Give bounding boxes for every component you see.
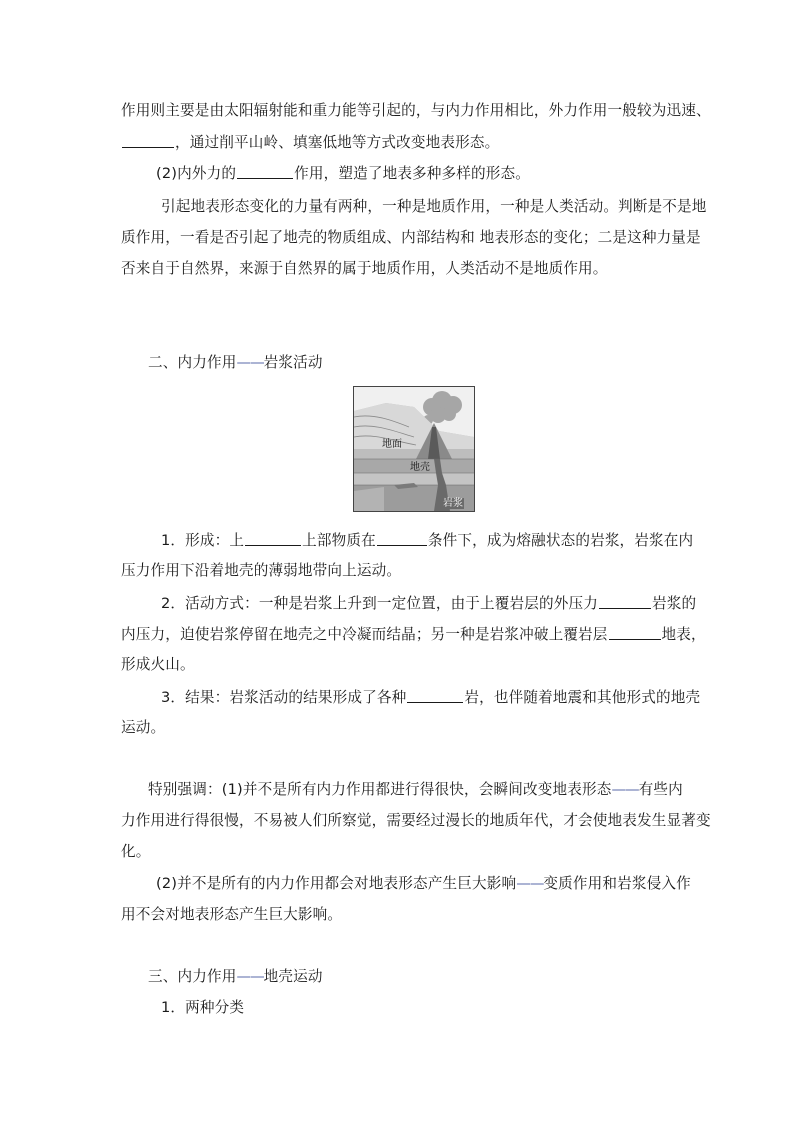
paragraph-line: [121, 259, 681, 279]
answer-blank[interactable]: [609, 624, 661, 640]
dash: ——: [236, 354, 264, 371]
dash: ——: [516, 875, 544, 892]
text: 变质作用和岩浆侵入作: [543, 875, 691, 892]
text: 运动。: [121, 719, 166, 736]
answer-blank[interactable]: [237, 163, 293, 179]
paragraph-line: [121, 101, 711, 121]
figure-label-crust: 地壳: [410, 462, 430, 473]
note-line: [121, 905, 681, 925]
text: 岩浆活动: [263, 354, 323, 371]
figure-label-magma: 岩浆: [443, 498, 463, 509]
magma-activity-figure: [353, 386, 475, 512]
text: 化。: [121, 843, 151, 860]
text: 压力作用下沿着地壳的薄弱地带向上运动。: [121, 562, 402, 579]
text: (2)并不是所有的内力作用都会对地表形态产生巨大影响: [156, 875, 517, 892]
text: 作用，塑造了地表多种多样的形态。: [294, 165, 531, 182]
list-item: [161, 687, 721, 708]
text: 否来自于自然界，来源于自然界的属于地质作用，人类活动不是地质作用。: [121, 260, 608, 277]
text: 1．形成：上: [161, 532, 245, 549]
text: 力作用进行得很慢，不易被人们所察觉，需要经过漫长的地质年代，才会使地表发生显著变: [121, 812, 711, 829]
text: 地壳运动: [263, 968, 323, 985]
paragraph-line: [161, 197, 721, 217]
list-item: [161, 998, 721, 1018]
answer-blank[interactable]: [245, 530, 301, 546]
note-line: [148, 780, 708, 800]
list-item-line: [121, 655, 681, 675]
figure-label-surface: 地面: [382, 439, 402, 450]
note-line: [156, 874, 716, 894]
list-item: [161, 530, 721, 551]
text: 质作用，一看是否引起了地壳的物质组成、内部结构和 地表形态的变化；二是这种力量是: [121, 229, 701, 246]
text: 1．两种分类: [161, 999, 245, 1016]
paragraph-line: [121, 228, 701, 248]
list-item-line: [121, 624, 706, 645]
text: 岩，也伴随着地震和其他形式的地壳: [464, 689, 701, 706]
text: 3．结果：岩浆活动的结果形成了各种: [161, 689, 407, 706]
list-item-line: [121, 561, 681, 581]
text: 2．活动方式：一种是岩浆上升到一定位置，由于上覆岩层的外压力: [161, 595, 599, 612]
text: ，通过削平山岭、填塞低地等方式改变地表形态。: [175, 134, 500, 151]
section-heading: [148, 353, 708, 373]
answer-blank[interactable]: [122, 132, 174, 148]
list-item: [161, 593, 721, 614]
answer-blank[interactable]: [377, 530, 427, 546]
text: 引起地表形态变化的力量有两种，一种是地质作用，一种是人类活动。判断是不是地: [161, 198, 707, 215]
dash: ——: [611, 781, 639, 798]
paragraph-line: [156, 163, 716, 184]
text: 有些内: [638, 781, 683, 798]
text: 条件下，成为熔融状态的岩浆，岩浆在内: [427, 532, 694, 549]
answer-blank[interactable]: [599, 593, 651, 609]
text: 岩浆的: [652, 595, 697, 612]
dash: ——: [236, 968, 264, 985]
text: 用不会对地表形态产生巨大影响。: [121, 906, 343, 923]
text: 形成火山。: [121, 656, 195, 673]
text: 内压力，迫使岩浆停留在地壳之中冷凝而结晶；另一种是岩浆冲破上覆岩层: [121, 626, 608, 643]
note-line: [121, 842, 681, 862]
volcano-illustration: [354, 387, 474, 511]
paragraph-line: [121, 132, 681, 153]
text: 上部物质在: [302, 532, 376, 549]
text: 特别强调：(1)并不是所有内力作用都进行得很快，会瞬间改变地表形态: [148, 781, 612, 798]
text: 二、内力作用: [148, 354, 237, 371]
list-item-line: [121, 718, 681, 738]
text: 三、内力作用: [148, 968, 237, 985]
text: (2)内外力的: [156, 165, 237, 182]
text: 地表，: [661, 626, 706, 643]
note-line: [121, 811, 711, 831]
section-heading: [148, 967, 708, 987]
answer-blank[interactable]: [407, 687, 463, 703]
text: 作用则主要是由太阳辐射能和重力能等引起的，与内力作用相比，外力作用一般较为迅速、: [121, 102, 711, 119]
